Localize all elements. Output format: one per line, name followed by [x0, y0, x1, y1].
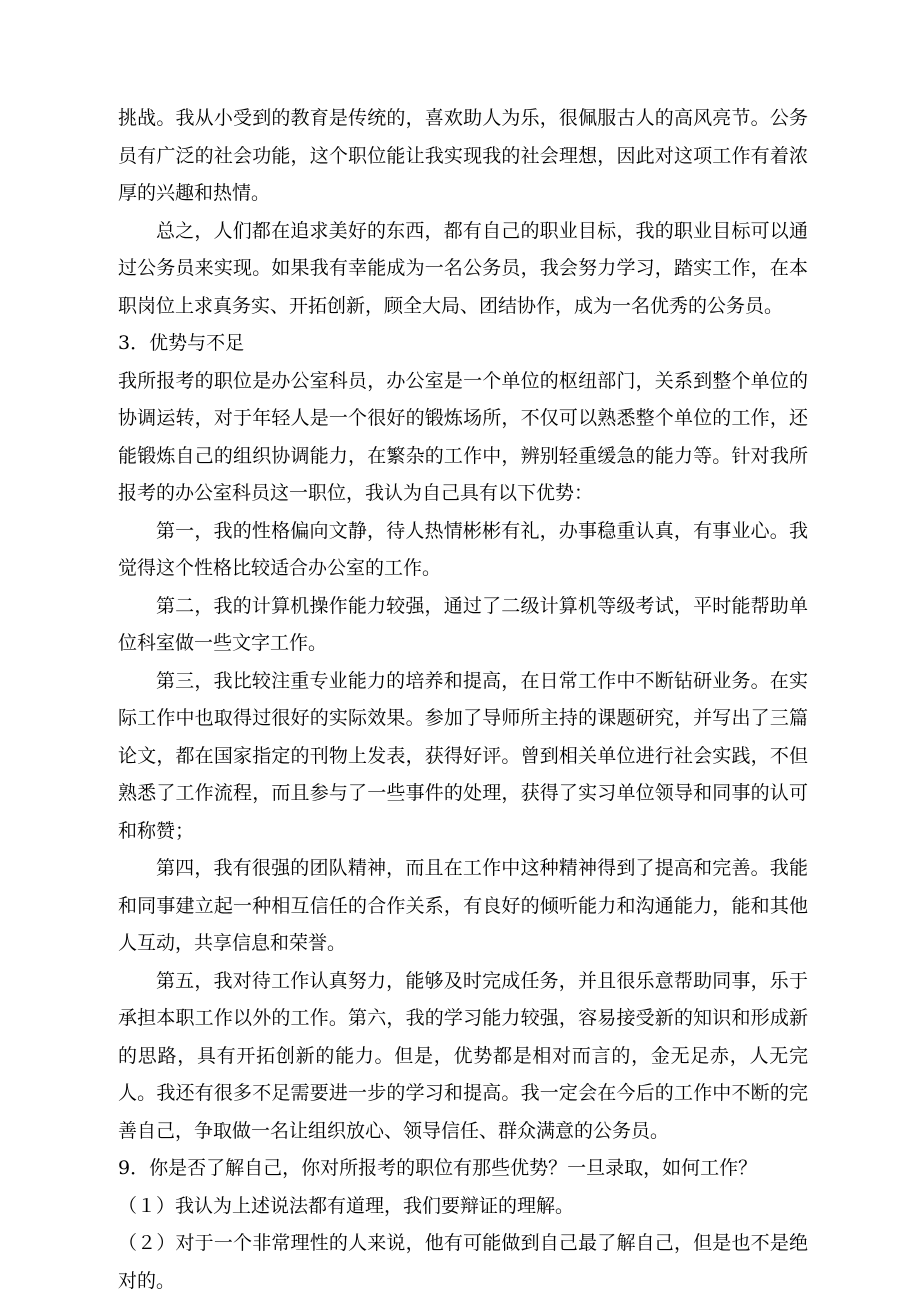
paragraph-strength-third: 第三，我比较注重专业能力的培养和提高，在日常工作中不断钻研业务。在实际工作中也取得过很好的实际效果。参加了导师所主持的课题研究，并写出了三篇论文，都在国家指定的刊物上发表，获得好评。曾到相关单位进行社会实践，不但熟悉了工作流程，而且参与了一些事件的处理，获得了实习单位领导和同事的认可和称赞；	[118, 669, 808, 842]
paragraph-position-description: 我所报考的职位是办公室科员，办公室是一个单位的枢纽部门，关系到整个单位的协调运转，对于年轻人是一个很好的锻炼场所，不仅可以熟悉整个单位的工作，还能锻炼自己的组织协调能力，在繁杂的工作中，辨别轻重缓急的能力等。针对我所报考的办公室科员这一职位，我认为自己具有以下优势：	[118, 369, 808, 504]
question-heading-nine: 9．你是否了解自己，你对所报考的职位有那些优势？一旦录取，如何工作？	[118, 1157, 758, 1179]
answer-item-two: （２）对于一个非常理性的人来说，他有可能做到自己最了解自己，但是也不是绝对的。	[118, 1232, 808, 1292]
paragraph-conclusion: 总之，人们都在追求美好的东西，都有自己的职业目标，我的职业目标可以通过公务员来实现。如果我有幸能成为一名公务员，我会努力学习，踏实工作，在本职岗位上求真务实、开拓创新，顾全大局、团结协作，成为一名优秀的公务员。	[118, 219, 808, 317]
paragraph-intro-continuation: 挑战。我从小受到的教育是传统的，喜欢助人为乐，很佩服古人的高风亮节。公务员有广泛的社会功能，这个职位能让我实现我的社会理想，因此对这项工作有着浓厚的兴趣和热情。	[118, 107, 808, 204]
paragraph-strength-second: 第二，我的计算机操作能力较强，通过了二级计算机等级考试，平时能帮助单位科室做一些文字工作。	[118, 594, 808, 654]
paragraph-strength-fifth: 第五，我对待工作认真努力，能够及时完成任务，并且很乐意帮助同事，乐于承担本职工作以外的工作。第六，我的学习能力较强，容易接受新的知识和形成新的思路，具有开拓创新的能力。但是，优势都是相对而言的，金无足赤，人无完人。我还有很多不足需要进一步的学习和提高。我一定会在今后的工作中不断的完善自己，争取做一名让组织放心、领导信任、群众满意的公务员。	[118, 969, 808, 1142]
document-body	[118, 100, 808, 1300]
answer-item-one: （１）我认为上述说法都有道理，我们要辩证的理解。	[118, 1194, 575, 1217]
paragraph-strength-fourth: 第四，我有很强的团队精神，而且在工作中这种精神得到了提高和完善。我能和同事建立起一种相互信任的合作关系，有良好的倾听能力和沟通能力，能和其他人互动，共享信息和荣誉。	[118, 857, 808, 954]
paragraph-strength-first: 第一，我的性格偏向文静，待人热情彬彬有礼，办事稳重认真，有事业心。我觉得这个性格比较适合办公室的工作。	[118, 519, 808, 579]
section-heading-strengths: 3．优势与不足	[118, 332, 245, 354]
